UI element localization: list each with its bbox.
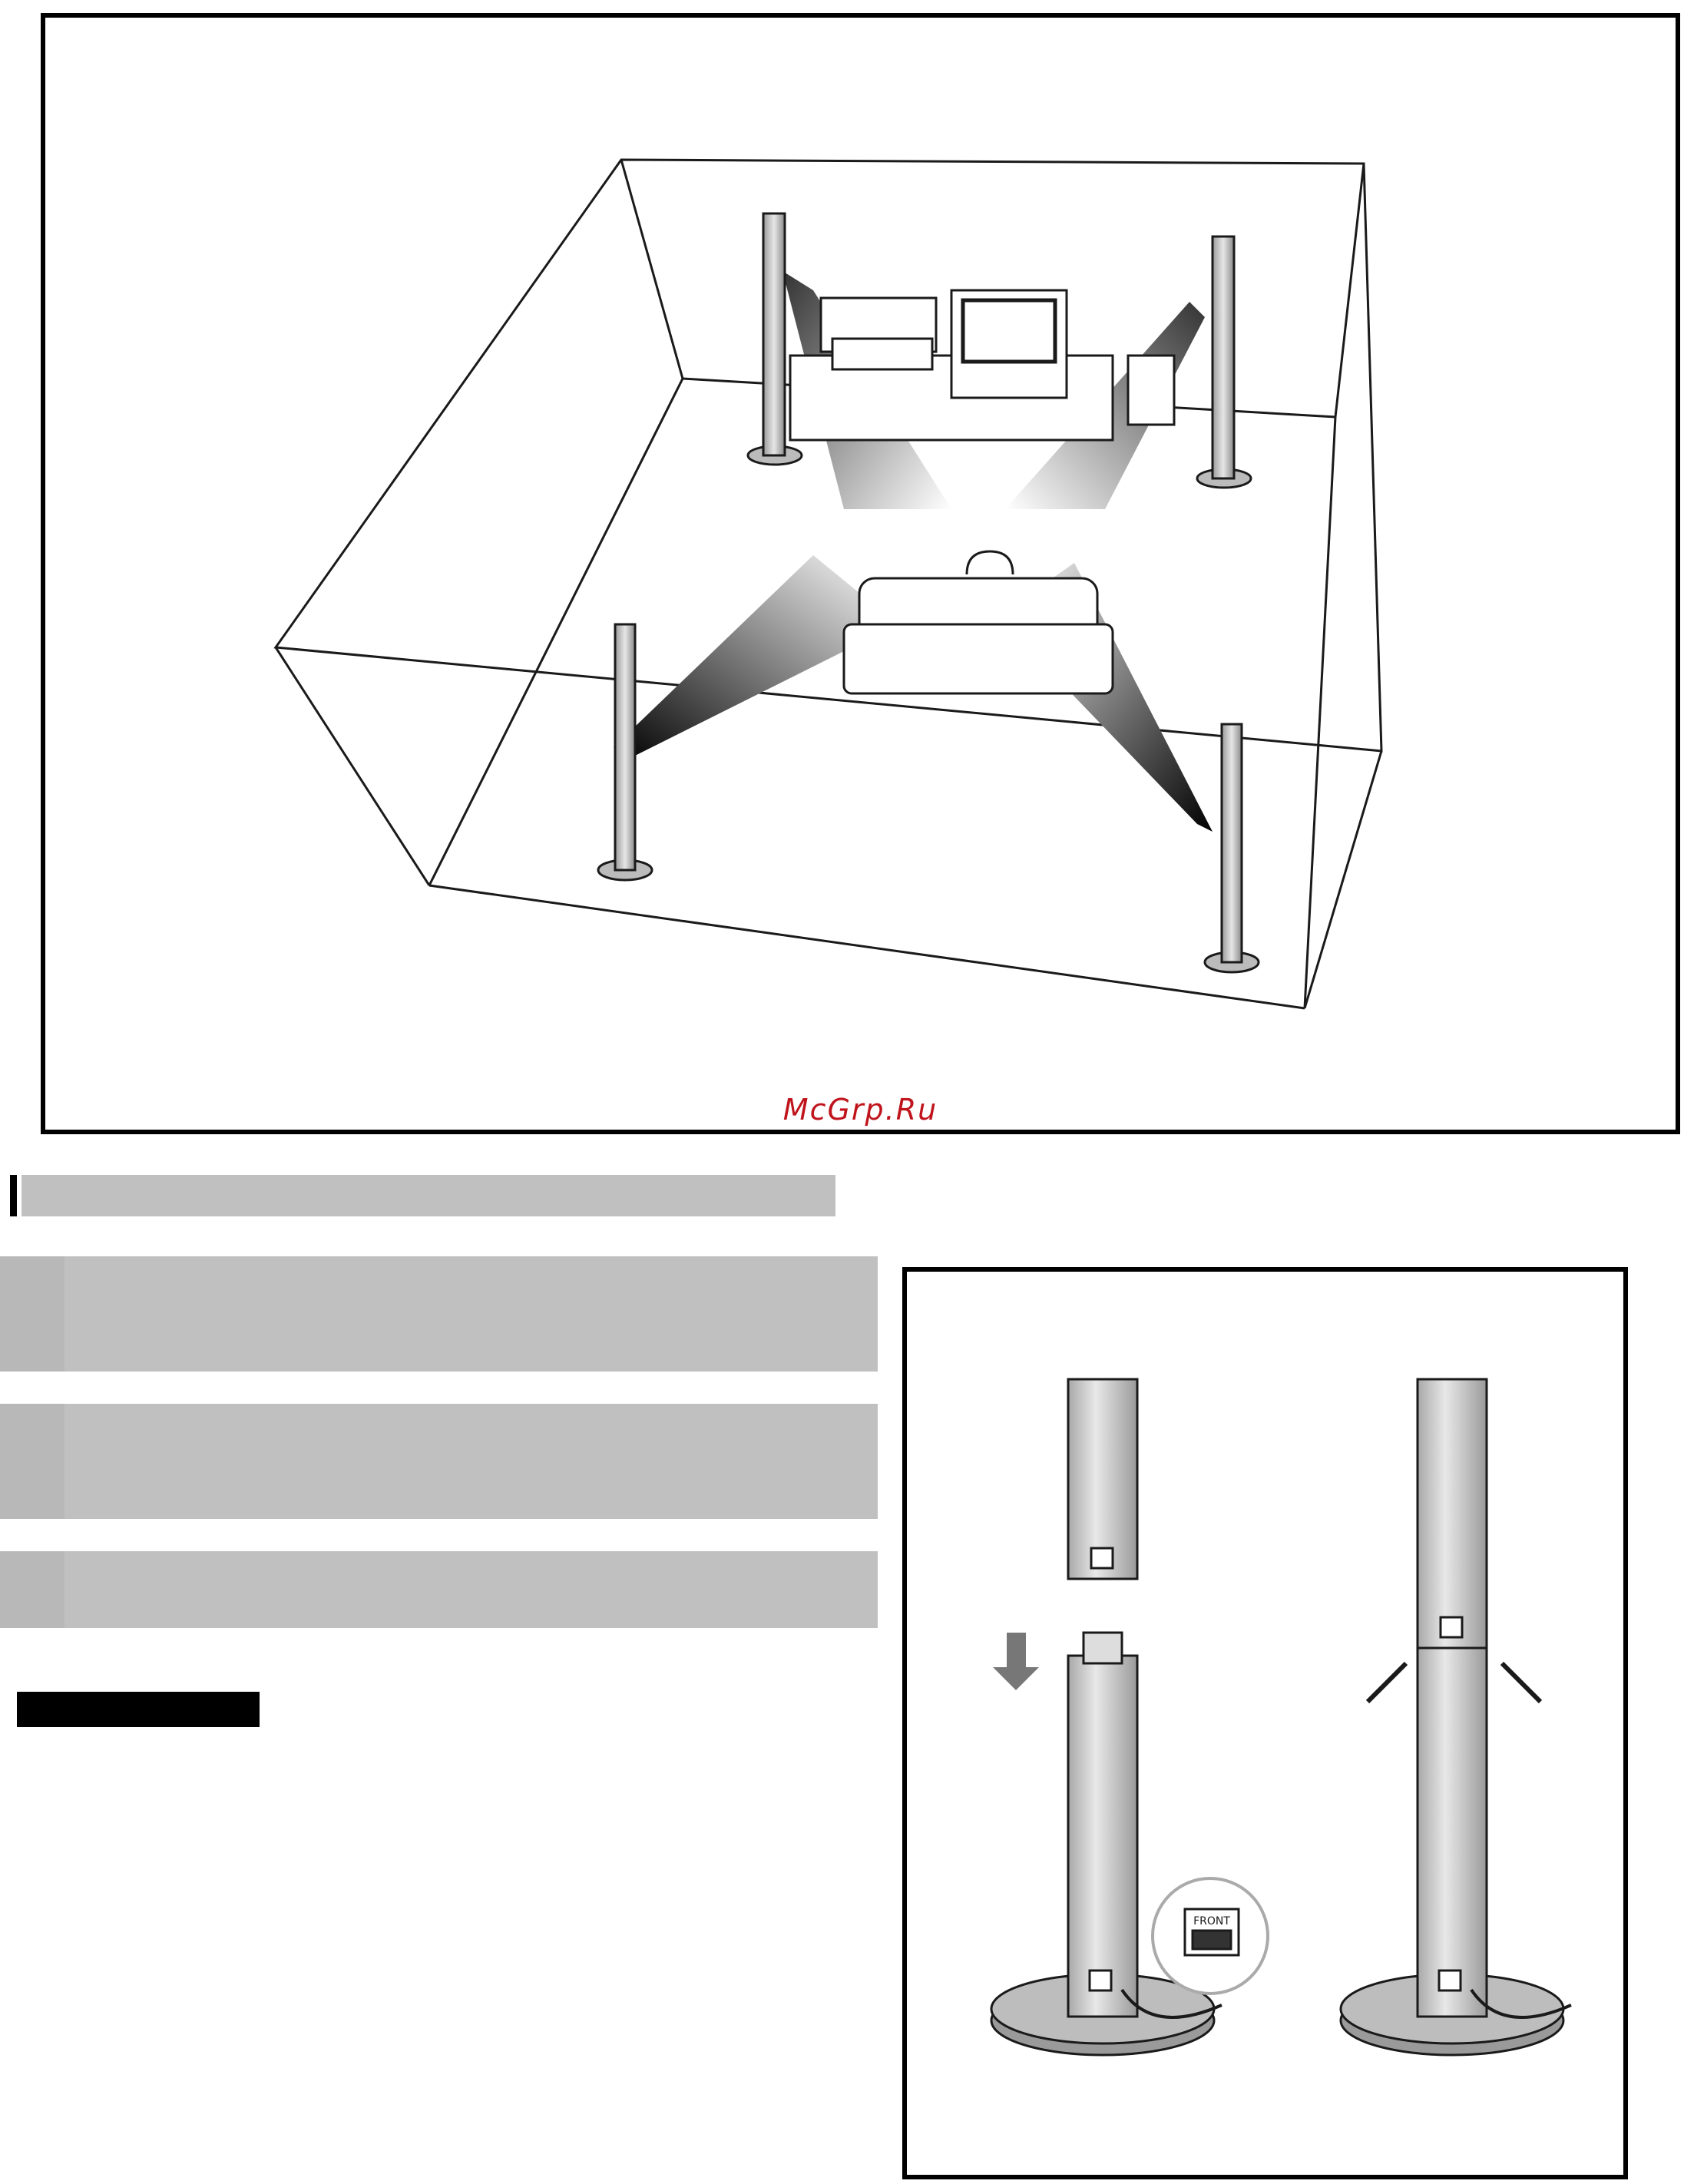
speaker-rear-left bbox=[615, 624, 635, 870]
step-block-2 bbox=[0, 1404, 878, 1519]
step-number-column-3 bbox=[0, 1551, 65, 1628]
assembly-illustration bbox=[907, 1272, 1623, 2175]
right-screw-icon bbox=[1502, 1663, 1540, 1702]
room-front-floor-edge bbox=[429, 885, 1305, 1008]
step-block-1 bbox=[0, 1256, 878, 1372]
step-number-column-2 bbox=[0, 1404, 65, 1519]
sofa-seat bbox=[844, 624, 1113, 693]
subwoofer bbox=[1128, 356, 1174, 425]
speaker-rear-right bbox=[1222, 724, 1242, 962]
right-assembled-column bbox=[1418, 1379, 1487, 2017]
tv-screen bbox=[963, 300, 1055, 362]
note-heading-bar bbox=[17, 1692, 260, 1727]
insert-arrow-icon bbox=[993, 1633, 1039, 1690]
step-block-3 bbox=[0, 1551, 878, 1628]
room-back-left-edge bbox=[621, 160, 683, 379]
left-upper-jack bbox=[1091, 1548, 1113, 1568]
left-column-connector bbox=[1084, 1633, 1122, 1663]
left-lower-jack bbox=[1090, 1971, 1111, 1990]
room-back-right-edge bbox=[1335, 164, 1364, 417]
room-left-floor-edge bbox=[429, 379, 683, 885]
right-lower-jack bbox=[1439, 1971, 1461, 1990]
right-upper-jack bbox=[1441, 1617, 1462, 1637]
speaker-front-right bbox=[1213, 237, 1234, 478]
front-jack-label: FRONT bbox=[1193, 1915, 1230, 1928]
zoom-jack-socket bbox=[1193, 1931, 1231, 1949]
speaker-front-left bbox=[763, 213, 785, 455]
dvd-player bbox=[832, 339, 932, 369]
listener-head bbox=[967, 551, 1013, 574]
left-lower-column bbox=[1068, 1656, 1137, 2017]
step-number-column-1 bbox=[0, 1256, 65, 1372]
section-heading-bar bbox=[22, 1175, 835, 1216]
left-screw-icon bbox=[1368, 1663, 1406, 1702]
room-left-corner-edge bbox=[276, 647, 429, 885]
watermark-text: McGrp.Ru bbox=[782, 1093, 938, 1127]
room-illustration bbox=[45, 18, 1676, 1130]
speaker-assembly-figure bbox=[902, 1267, 1628, 2179]
section-heading-marker bbox=[10, 1175, 17, 1216]
speaker-placement-figure bbox=[41, 13, 1680, 1134]
